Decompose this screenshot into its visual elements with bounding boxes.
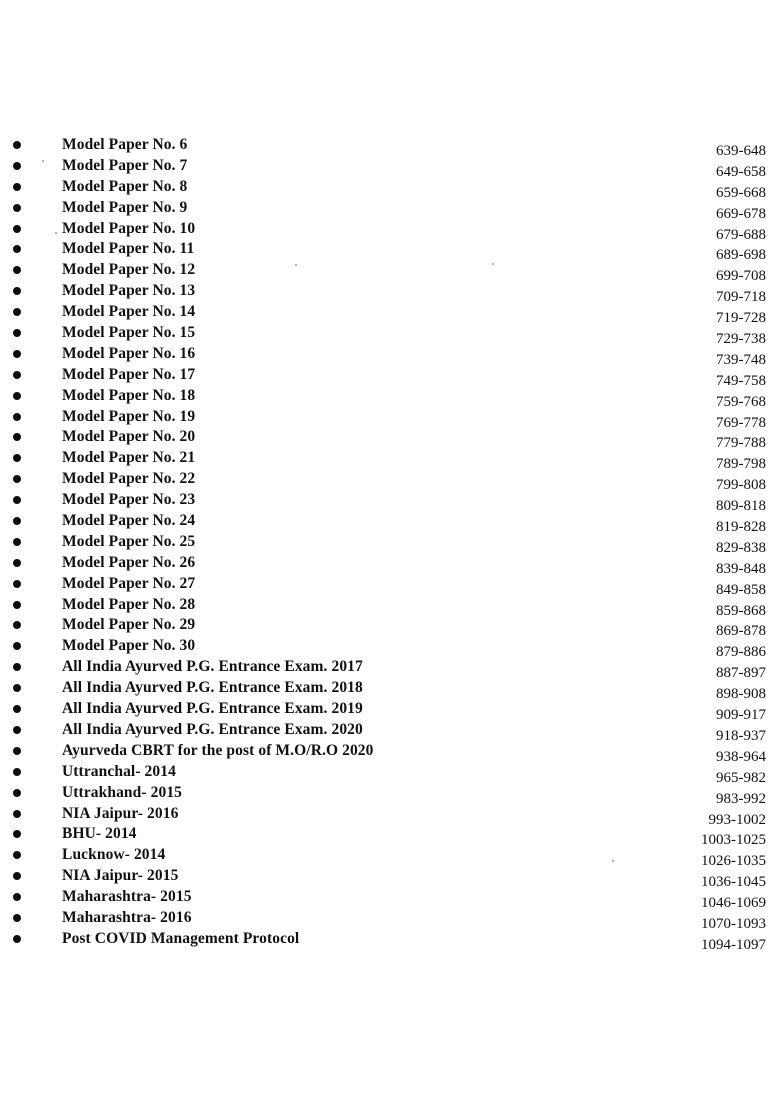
toc-title: Model Paper No. 15 — [62, 324, 196, 342]
bullet-icon — [13, 287, 21, 295]
toc-title: Uttrakhand- 2015 — [62, 783, 183, 801]
toc-row — [0, 846, 780, 870]
toc-row — [0, 428, 780, 452]
toc-row — [0, 888, 780, 912]
bullet-icon — [13, 601, 21, 609]
bullet-icon — [13, 517, 21, 525]
toc-pages: 965-982 — [716, 769, 766, 786]
toc-title: Model Paper No. 20 — [62, 428, 196, 446]
toc-pages: 1026-1035 — [701, 853, 766, 870]
toc-pages: 689-698 — [716, 247, 766, 264]
toc-title: Model Paper No. 6 — [62, 136, 188, 153]
toc-row — [0, 658, 780, 682]
toc-row — [0, 930, 780, 951]
bullet-icon — [13, 413, 21, 421]
toc-row — [0, 470, 780, 494]
bullet-icon — [13, 183, 21, 191]
toc-title: Maharashtra- 2016 — [62, 908, 192, 926]
toc-title: All India Ayurved P.G. Entrance Exam. 2019 — [62, 700, 363, 718]
toc-row — [0, 596, 780, 617]
toc-title: Model Paper No. 25 — [62, 532, 196, 550]
toc-pages: 779-788 — [716, 435, 766, 452]
bullet-icon — [13, 830, 21, 838]
toc-title: All India Ayurved P.G. Entrance Exam. 2018 — [62, 679, 363, 697]
toc-pages: 709-718 — [716, 289, 766, 306]
scan-speck — [492, 263, 494, 265]
table-of-contents — [0, 136, 780, 951]
toc-row — [0, 512, 780, 536]
toc-pages: 649-658 — [716, 163, 766, 180]
toc-row — [0, 825, 780, 849]
toc-pages: 749-758 — [716, 372, 766, 389]
toc-pages: 869-878 — [716, 623, 766, 640]
toc-pages: 739-748 — [716, 351, 766, 368]
toc-row — [0, 449, 780, 473]
toc-pages: 819-828 — [716, 519, 766, 536]
bullet-icon — [13, 851, 21, 859]
toc-pages: 849-858 — [716, 581, 766, 598]
toc-row — [0, 805, 780, 826]
toc-title: Model Paper No. 24 — [62, 512, 196, 530]
toc-title: Model Paper No. 9 — [62, 198, 188, 216]
bullet-icon — [13, 496, 21, 504]
bullet-icon — [13, 204, 21, 212]
bullet-icon — [13, 621, 21, 629]
bullet-icon — [13, 935, 21, 943]
bullet-icon — [13, 684, 21, 692]
bullet-icon — [13, 141, 21, 149]
toc-row — [0, 282, 780, 306]
toc-row — [0, 136, 780, 157]
bullet-icon — [13, 768, 21, 776]
toc-title: Model Paper No. 7 — [62, 156, 188, 174]
bullet-icon — [13, 663, 21, 671]
toc-row — [0, 700, 780, 724]
toc-pages: 829-838 — [716, 539, 766, 556]
bullet-icon — [13, 475, 21, 483]
toc-pages: 1003-1025 — [701, 832, 766, 849]
toc-title: Lucknow- 2014 — [62, 846, 166, 864]
toc-row — [0, 575, 780, 596]
toc-row — [0, 366, 780, 387]
bullet-icon — [13, 747, 21, 755]
toc-pages: 719-728 — [716, 310, 766, 327]
bullet-icon — [13, 329, 21, 337]
toc-row — [0, 742, 780, 763]
toc-pages: 898-908 — [716, 686, 766, 703]
toc-row — [0, 491, 780, 515]
toc-row — [0, 408, 780, 429]
toc-pages: 1046-1069 — [701, 895, 766, 912]
toc-row — [0, 554, 780, 575]
toc-pages: 669-678 — [716, 205, 766, 222]
toc-pages: 769-778 — [716, 414, 766, 431]
toc-row — [0, 324, 780, 348]
toc-title: Model Paper No. 30 — [62, 637, 196, 655]
toc-pages: 1070-1093 — [701, 915, 766, 932]
toc-title: Model Paper No. 8 — [62, 177, 188, 195]
toc-title: Model Paper No. 23 — [62, 491, 196, 509]
toc-pages: 659-668 — [716, 184, 766, 201]
toc-title: Post COVID Management Protocol — [62, 929, 300, 947]
toc-title: Model Paper No. 12 — [62, 261, 196, 279]
toc-title: Model Paper No. 22 — [62, 470, 196, 488]
toc-pages: 759-768 — [716, 393, 766, 410]
toc-row — [0, 637, 780, 661]
toc-title: Model Paper No. 13 — [62, 282, 196, 300]
toc-pages: 859-868 — [716, 602, 766, 619]
bullet-icon — [13, 371, 21, 379]
toc-row — [0, 178, 780, 199]
toc-row — [0, 199, 780, 220]
bullet-icon — [13, 789, 21, 797]
toc-title: NIA Jaipur- 2016 — [62, 804, 179, 822]
toc-pages: 729-738 — [716, 331, 766, 348]
bullet-icon — [13, 225, 21, 233]
bullet-icon — [13, 392, 21, 400]
toc-row — [0, 387, 780, 408]
toc-title: Model Paper No. 19 — [62, 407, 196, 425]
toc-title: Ayurveda CBRT for the post of M.O/R.O 2020 — [62, 741, 374, 759]
toc-title: Model Paper No. 18 — [62, 386, 196, 404]
toc-row — [0, 784, 780, 805]
toc-title: Model Paper No. 29 — [62, 616, 196, 634]
scan-speck — [295, 264, 297, 266]
toc-row — [0, 261, 780, 285]
toc-pages: 993-1002 — [708, 811, 766, 828]
toc-title: Model Paper No. 28 — [62, 595, 196, 613]
toc-row — [0, 240, 780, 264]
toc-pages: 799-808 — [716, 477, 766, 494]
bullet-icon — [13, 538, 21, 546]
bullet-icon — [13, 810, 21, 818]
toc-title: Model Paper No. 10 — [62, 219, 196, 237]
toc-pages: 879-886 — [716, 644, 766, 661]
toc-pages: 639-648 — [716, 143, 766, 159]
bullet-icon — [13, 308, 21, 316]
bullet-icon — [13, 162, 21, 170]
toc-row — [0, 909, 780, 930]
toc-title: All India Ayurved P.G. Entrance Exam. 2020 — [62, 720, 363, 738]
toc-title: All India Ayurved P.G. Entrance Exam. 2017 — [62, 658, 363, 676]
toc-row — [0, 867, 780, 891]
toc-pages: 679-688 — [716, 226, 766, 243]
toc-title: Model Paper No. 11 — [62, 240, 195, 258]
scan-speck — [612, 860, 614, 862]
toc-row — [0, 616, 780, 640]
toc-row — [0, 157, 780, 178]
toc-row — [0, 679, 780, 703]
toc-row — [0, 533, 780, 554]
bullet-icon — [13, 705, 21, 713]
toc-title: Model Paper No. 26 — [62, 553, 196, 571]
bullet-icon — [13, 580, 21, 588]
toc-pages: 699-708 — [716, 268, 766, 285]
bullet-icon — [13, 454, 21, 462]
toc-pages: 918-937 — [716, 727, 766, 744]
toc-title: Model Paper No. 16 — [62, 344, 196, 362]
toc-row — [0, 345, 780, 366]
toc-pages: 789-798 — [716, 456, 766, 473]
toc-pages: 938-964 — [716, 748, 766, 765]
bullet-icon — [13, 433, 21, 441]
bullet-icon — [13, 350, 21, 358]
toc-pages: 1094-1097 — [701, 936, 766, 953]
toc-row — [0, 763, 780, 784]
toc-row — [0, 721, 780, 742]
bullet-icon — [13, 893, 21, 901]
bullet-icon — [13, 266, 21, 274]
toc-title: Model Paper No. 17 — [62, 365, 196, 383]
bullet-icon — [13, 245, 21, 253]
toc-pages: 809-818 — [716, 498, 766, 515]
toc-title: Model Paper No. 14 — [62, 303, 196, 321]
toc-title: NIA Jaipur- 2015 — [62, 867, 179, 885]
toc-row — [0, 303, 780, 327]
bullet-icon — [13, 726, 21, 734]
toc-pages: 1036-1045 — [701, 874, 766, 891]
bullet-icon — [13, 559, 21, 567]
toc-row — [0, 220, 780, 241]
toc-pages: 839-848 — [716, 560, 766, 577]
scan-speck — [42, 160, 44, 162]
toc-title: BHU- 2014 — [62, 825, 137, 843]
bullet-icon — [13, 872, 21, 880]
bullet-icon — [13, 914, 21, 922]
scan-speck — [55, 232, 57, 234]
bullet-icon — [13, 642, 21, 650]
toc-title: Model Paper No. 21 — [62, 449, 196, 467]
toc-title: Model Paper No. 27 — [62, 574, 196, 592]
toc-pages: 909-917 — [716, 707, 766, 724]
toc-title: Maharashtra- 2015 — [62, 888, 192, 906]
toc-pages: 983-992 — [716, 790, 766, 807]
toc-pages: 887-897 — [716, 665, 766, 682]
toc-title: Uttranchal- 2014 — [62, 762, 176, 780]
